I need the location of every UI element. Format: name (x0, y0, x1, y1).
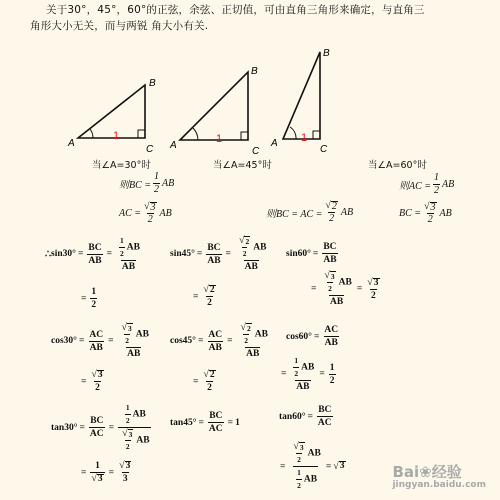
triangle-60 (283, 52, 320, 139)
cos45-result: = √ 2 2 (193, 369, 215, 393)
paw-icon: ❀ (419, 463, 432, 481)
tan45-formula: tan45° = $\frac{BC}{AC}$ = 1 (170, 411, 240, 434)
tan60-formula: tan60° = $\frac{BC}{AC}$ (279, 405, 332, 428)
tan30-formula: tan30° = $\frac{BC}{AC}$ = $\frac{1}{2}$ AB √ 3 2 AB (51, 403, 150, 451)
triangle-30-vertex-b: B (149, 78, 156, 89)
triangle-30-side-label: 1 (113, 130, 120, 142)
cos60-result: = $\frac{1}{2}$ AB AB = $\frac{1}{2}$ (281, 356, 335, 392)
triangle-30-vertex-a: A (68, 138, 75, 149)
triangle-45-side-label: 1 (216, 133, 223, 145)
triangle-30 (78, 85, 145, 138)
triangle-30-vertex-c: C (146, 144, 154, 155)
sin60-formula: sin60° = $\frac{BC}{AB}$ (286, 242, 337, 265)
triangle-45-vertex-b: B (251, 66, 258, 77)
intro-line-1: 关于30°，45°，60°的正弦，余弦、正切值，可由直角三角形来确定，与直角三 (46, 4, 425, 16)
intro-line-2: 角形大小无关，而与两锐 角大小有关. (30, 20, 209, 32)
cos60-formula: cos60° = $\frac{AC}{AB}$ (286, 325, 339, 348)
baidu-watermark: Bai❀经验 jingyan.baidu.com (392, 463, 486, 490)
sin30-result: = $\frac{1}{2}$ (81, 287, 97, 310)
relation-bc-60: BC = √ 3 2 AB (399, 201, 452, 225)
triangle-60-vertex-c: C (320, 144, 328, 155)
tan30-result: = 1 √ 3 = √ 3 3 (81, 460, 131, 484)
relation-ac-30: AC = √ 3 2 AB (119, 201, 172, 225)
relation-bc-ac-45: 则BC = AC = √ 2 2 AB (266, 200, 354, 224)
cos30-formula: cos30° = $\frac{AC}{AB}$ = √ 3 2 AB AB (51, 322, 149, 359)
triangles-figure (0, 0, 500, 180)
triangle-45-vertex-c: C (252, 146, 260, 157)
sin45-result: = √ 2 2 (193, 284, 215, 308)
sin60-result: = √ 3 2 AB AB = √ 3 2 (311, 270, 379, 307)
triangle-60-vertex-a: A (271, 138, 278, 149)
relation-ac-60: 则AC = $\frac{1}{2}$ AB (399, 172, 455, 196)
caption-45: 当∠A=45°时 (213, 160, 272, 171)
triangle-60-side-label: 1 (301, 132, 308, 144)
cos30-result: = √ 3 2 (81, 369, 103, 393)
tan60-result: = √ 3 2 AB $\frac{1}{2}$ AB = √ 3 (280, 441, 345, 490)
triangle-60-vertex-b: B (323, 48, 330, 59)
caption-60: 当∠A=60°时 (368, 160, 427, 171)
sin45-formula: sin45° = $\frac{BC}{AB}$ = √ 2 2 AB AB (170, 235, 267, 272)
caption-30: 当∠A=30°时 (92, 160, 151, 171)
cos45-formula: cos45° = $\frac{AC}{AB}$ = √ 2 2 AB AB (170, 322, 268, 359)
sin30-formula: ∴ sin30° = $\frac{BC}{AB}$ = $\frac{1}{2}$ AB AB (45, 236, 140, 272)
triangle-45 (180, 72, 248, 140)
triangle-45-vertex-a: A (170, 140, 177, 151)
relation-bc-30: 则BC = $\frac{1}{2}$ AB (119, 171, 175, 195)
